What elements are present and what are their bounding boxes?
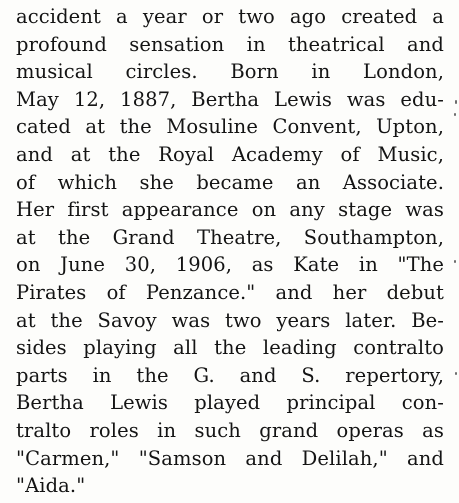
print-speck bbox=[454, 113, 456, 116]
print-speck bbox=[455, 372, 457, 375]
article-line: at the Grand Theatre, Southampton, bbox=[16, 225, 444, 249]
article-line: and at the Royal Academy of Music, bbox=[16, 142, 444, 166]
print-speck bbox=[455, 100, 457, 104]
article-line: parts in the G. and S. repertory, bbox=[16, 363, 444, 387]
article-line: cated at the Mosuline Convent, Upton, bbox=[16, 115, 444, 139]
article-line: Her first appearance on any stage was bbox=[16, 198, 444, 222]
article-line: May 12, 1887, Bertha Lewis was edu- bbox=[16, 87, 444, 111]
article-line: "Aida." bbox=[16, 474, 86, 498]
article-line: accident a year or two ago created a bbox=[16, 5, 444, 28]
article-line: "Carmen," "Samson and Delilah," and bbox=[16, 446, 444, 470]
article-line: of which she became an Associate. bbox=[16, 170, 444, 194]
article-line: tralto roles in such grand operas as bbox=[16, 418, 444, 442]
article-text-column bbox=[16, 3, 444, 500]
article-line: profound sensation in theatrical and bbox=[16, 32, 444, 56]
article-line: at the Savoy was two years later. Be- bbox=[16, 308, 444, 332]
article-line: sides playing all the leading contralto bbox=[16, 336, 444, 360]
article-line: on June 30, 1906, as Kate in "The bbox=[16, 253, 444, 277]
article-line: Pirates of Penzance." and her debut bbox=[16, 280, 444, 304]
print-speck bbox=[454, 260, 456, 263]
article-line: musical circles. Born in London, bbox=[16, 60, 444, 84]
article-line: Bertha Lewis played principal con- bbox=[16, 391, 444, 415]
